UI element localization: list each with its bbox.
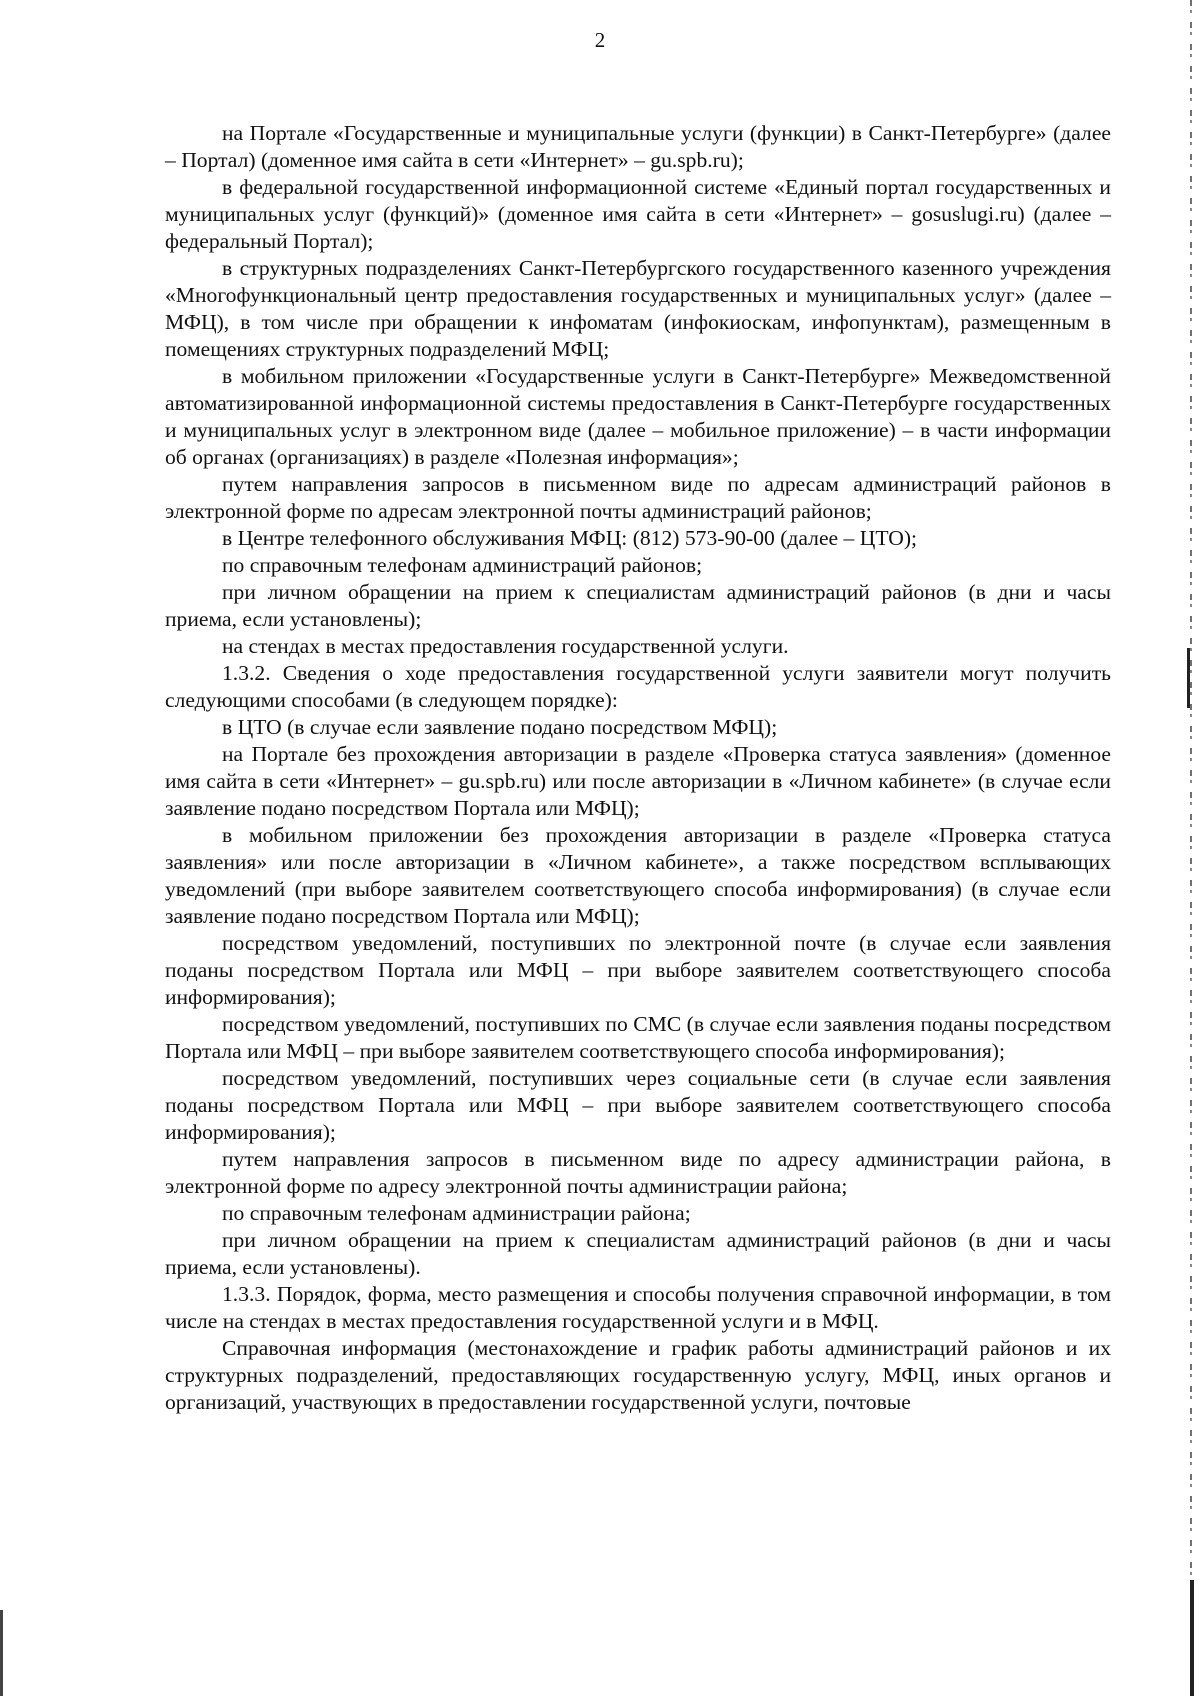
paragraph: при личном обращении на прием к специалистам администраций районов (в дни и часы приема, если установлены). — [165, 1228, 1111, 1279]
paragraph: на Портале «Государственные и муниципальные услуги (функции) в Санкт-Петербурге» (далее – Портал) (доменное имя сайта в сети «Интернет» – gu.spb.ru); — [165, 121, 1111, 172]
paragraph: в федеральной государственной информационной системе «Единый портал государственных и муниципальных услуг (функций)» (доменное имя сайта в сети «Интернет» – gosuslugi.ru) (далее – федеральный Портал); — [165, 175, 1111, 253]
scan-edge-line — [1190, 0, 1192, 1696]
paragraph: путем направления запросов в письменном виде по адресам администраций районов в электронной форме по адресам электронной почты администраций районов; — [165, 472, 1111, 523]
scan-edge-mark — [1190, 1580, 1194, 1696]
paragraph: при личном обращении на прием к специалистам администраций районов (в дни и часы приема, если установлены); — [165, 580, 1111, 631]
paragraph: в мобильном приложении «Государственные услуги в Санкт-Петербурге» Межведомственной автоматизированной информационной системы предоставления в Санкт-Петербурге государственных и муниципальных услуг в электронном виде (далее – мобильное приложение) – в части информации об органах (организациях) в разделе «Полезная информация»; — [165, 364, 1111, 469]
scan-left-edge-mark — [0, 1610, 3, 1696]
page-number: 2 — [594, 28, 606, 52]
paragraph: Справочная информация (местонахождение и график работы администраций районов и их структурных подразделений, предоставляющих государственную услугу, МФЦ, иных органов и организаций, участвующих в предоставлении государственной услуги, почтовые — [165, 1336, 1111, 1414]
scan-edge-mark — [1187, 648, 1190, 708]
paragraph: в Центре телефонного обслуживания МФЦ: (812) 573-90-00 (далее – ЦТО); — [222, 526, 918, 550]
document-body — [165, 120, 1111, 1416]
paragraph: посредством уведомлений, поступивших через социальные сети (в случае если заявления поданы посредством Портала или МФЦ – при выборе заявителем соответствующего способа информирования); — [165, 1066, 1111, 1144]
paragraph: на Портале без прохождения авторизации в разделе «Проверка статуса заявления» (доменное имя сайта в сети «Интернет» – gu.spb.ru) или после авторизации в «Личном кабинете» (в случае если заявление подано посредством Портала или МФЦ); — [165, 742, 1111, 820]
paragraph: на стендах в местах предоставления государственной услуги. — [222, 634, 789, 658]
paragraph: по справочным телефонам администраций районов; — [222, 553, 703, 577]
paragraph: посредством уведомлений, поступивших по электронной почте (в случае если заявления поданы посредством Портала или МФЦ – при выборе заявителем соответствующего способа информирования); — [165, 931, 1111, 1009]
paragraph: путем направления запросов в письменном виде по адресу администрации района, в электронной форме по адресу электронной почты администрации района; — [165, 1147, 1111, 1198]
paragraph: 1.3.2. Сведения о ходе предоставления государственной услуги заявители могут получить следующими способами (в следующем порядке): — [165, 661, 1111, 712]
paragraph: в структурных подразделениях Санкт-Петербургского государственного казенного учреждения «Многофункциональный центр предоставления государственных и муниципальных услуг» (далее – МФЦ), в том числе при обращении к инфоматам (инфокиоскам, инфопунктам), размещенным в помещениях структурных подразделений МФЦ; — [165, 256, 1111, 361]
paragraph: в мобильном приложении без прохождения авторизации в разделе «Проверка статуса заявления» или после авторизации в «Личном кабинете», а также посредством всплывающих уведомлений (при выборе заявителем соответствующего способа информирования) (в случае если заявление подано посредством Портала или МФЦ); — [165, 823, 1111, 928]
paragraph: 1.3.3. Порядок, форма, место размещения и способы получения справочной информации, в том числе на стендах в местах предоставления государственной услуги и в МФЦ. — [165, 1282, 1111, 1333]
paragraph: в ЦТО (в случае если заявление подано посредством МФЦ); — [222, 715, 778, 739]
paragraph: посредством уведомлений, поступивших по СМС (в случае если заявления поданы посредством Портала или МФЦ – при выборе заявителем соответствующего способа информирования); — [165, 1012, 1111, 1063]
paragraph: по справочным телефонам администрации района; — [222, 1201, 691, 1225]
